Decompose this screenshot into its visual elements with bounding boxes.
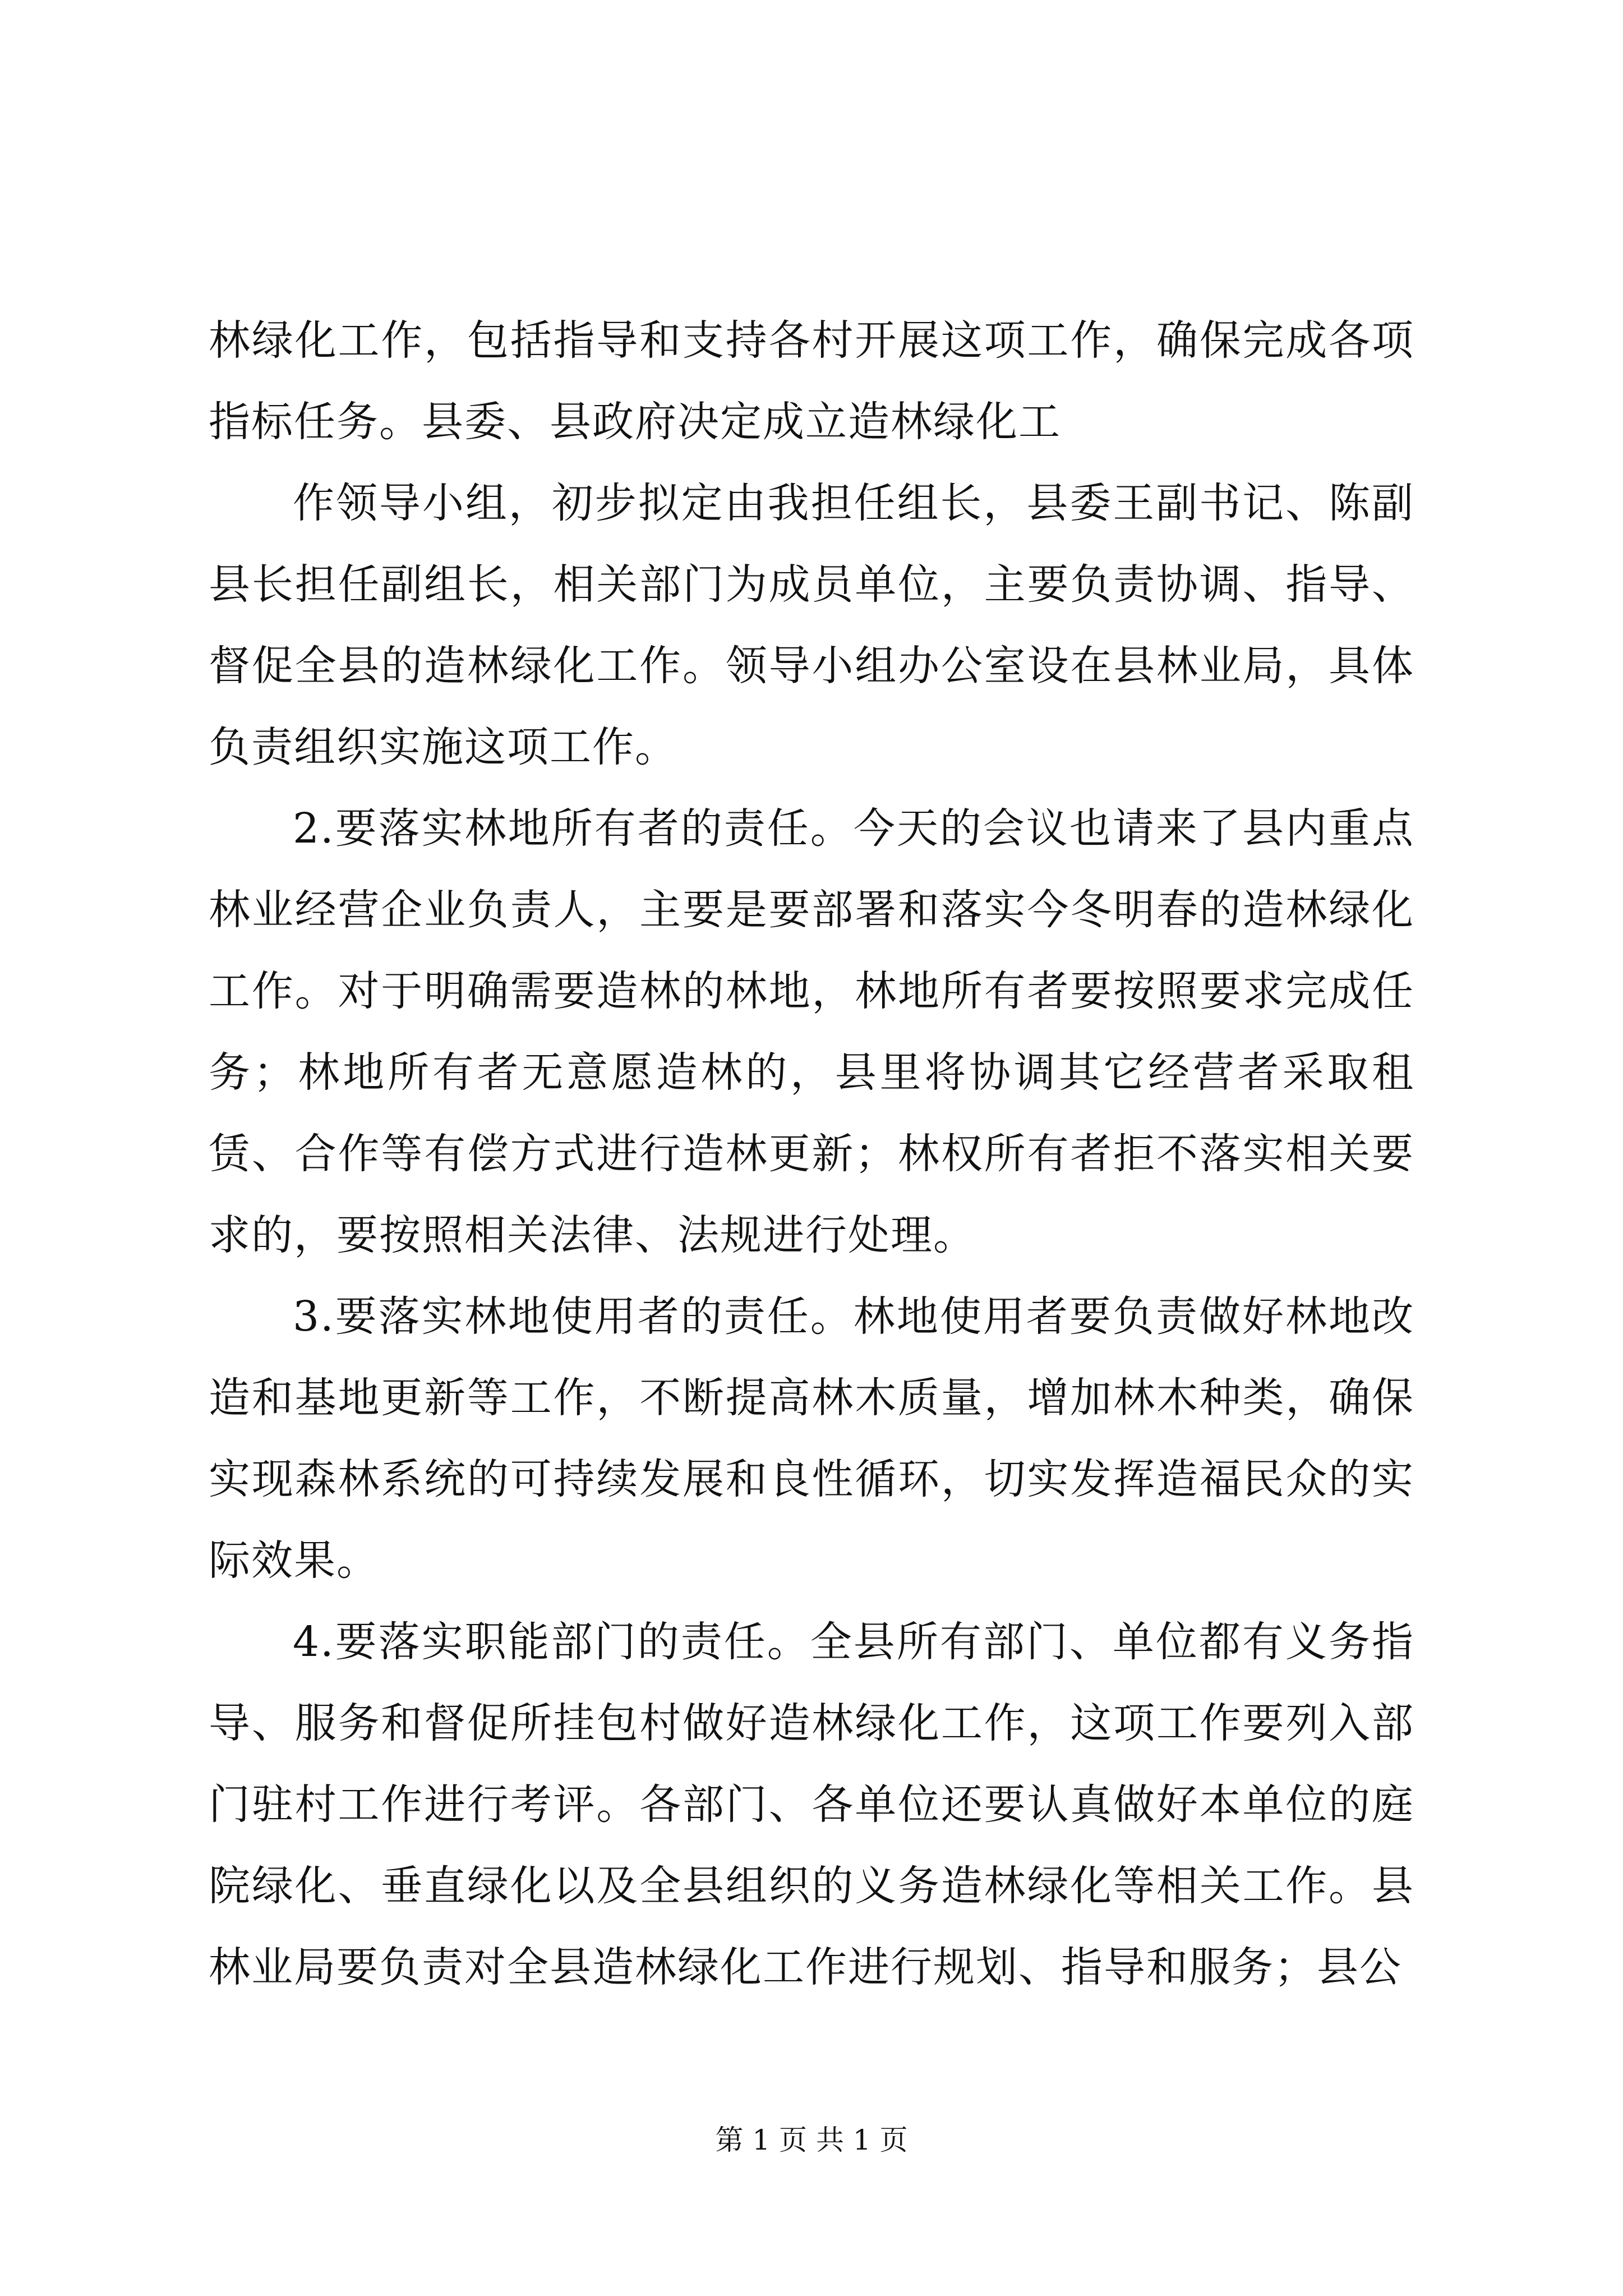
paragraph-item-4: 4.要落实职能部门的责任。全县所有部门、单位都有义务指导、服务和督促所挂包村做好造林绿化工作，这项工作要列入部门驻村工作进行考评。各部门、各单位还要认真做好本单位的庭院绿化、垂直绿化以及全县组织的义务造林绿化等相关工作。县林业局要负责对全县造林绿化工作进行规划、指导和服务；县公 [209, 1618, 1414, 1991]
document-body [209, 300, 1414, 2008]
paragraph-item-3: 3.要落实林地使用者的责任。林地使用者要负责做好林地改造和基地更新等工作，不断提高林木质量，增加林木种类，确保实现森林系统的可持续发展和良性循环，切实发挥造福民众的实际效果。 [209, 1292, 1414, 1585]
page-footer: 第 1 页 共 1 页 [715, 2124, 908, 2156]
paragraph-continuation: 林绿化工作，包括指导和支持各村开展这项工作，确保完成各项指标任务。县委、县政府决定成立造林绿化工 [209, 316, 1414, 446]
paragraph-item-2: 2.要落实林地所有者的责任。今天的会议也请来了县内重点林业经营企业负责人，主要是要部署和落实今冬明春的造林绿化工作。对于明确需要造林的林地，林地所有者要按照要求完成任务；林地所有者无意愿造林的，县里将协调其它经营者采取租赁、合作等有偿方式进行造林更新；林权所有者拒不落实相关要求的，要按照相关法律、法规进行处理。 [209, 804, 1414, 1259]
paragraph-leadership-group: 作领导小组，初步拟定由我担任组长，县委王副书记、陈副县长担任副组长，相关部门为成员单位，主要负责协调、指导、督促全县的造林绿化工作。领导小组办公室设在县林业局，具体负责组织实施这项工作。 [209, 479, 1414, 771]
